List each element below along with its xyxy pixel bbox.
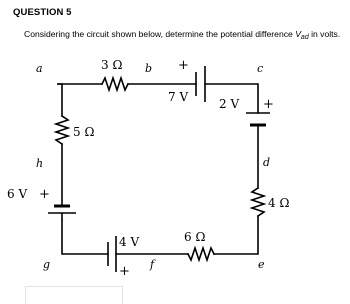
battery-4v-label: 4 V [119,235,140,249]
resistor-6ohm-label: 6 Ω [184,230,206,244]
resistor-4ohm [252,188,264,216]
resistor-4ohm-label: 4 Ω [268,196,290,210]
battery-2v [246,113,270,125]
node-a-label: a [36,62,43,75]
battery-6v [48,206,76,221]
resistor-3ohm [102,78,128,90]
answer-input-box[interactable] [25,286,123,304]
prompt-suffix: in volts. [308,29,341,39]
resistor-3ohm-label: 3 Ω [101,58,123,72]
node-c-label: c [257,62,264,75]
prompt-text: Considering the circuit shown below, determine the potential difference [24,29,296,39]
battery-4v [108,236,116,272]
node-d-label: d [263,156,271,169]
battery-2v-label: 2 V [219,97,240,111]
battery-7v [196,66,205,102]
battery-7v-label: 7 V [168,90,189,104]
plus-sign-7v: + [178,58,189,73]
wire-bottom-right [214,216,258,254]
resistor-6ohm [188,248,214,260]
plus-sign-2v: + [263,97,274,112]
plus-sign-4v: + [119,264,130,279]
resistor-5ohm [56,116,68,144]
question-title: QUESTION 5 [13,7,72,18]
wire-bottom-left [62,221,108,254]
node-h-label: h [36,157,44,170]
node-f-label: f [150,258,155,271]
prompt-subscript: ad [300,34,309,41]
prompt-symbol: V [295,29,301,39]
node-b-label: b [145,62,153,75]
node-e-label: e [258,258,265,271]
plus-sign-6v: + [39,187,50,202]
wire-left-upper [58,84,62,116]
battery-6v-label: 6 V [7,187,28,201]
resistor-5ohm-label: 5 Ω [73,125,95,139]
node-g-label: g [43,258,51,271]
